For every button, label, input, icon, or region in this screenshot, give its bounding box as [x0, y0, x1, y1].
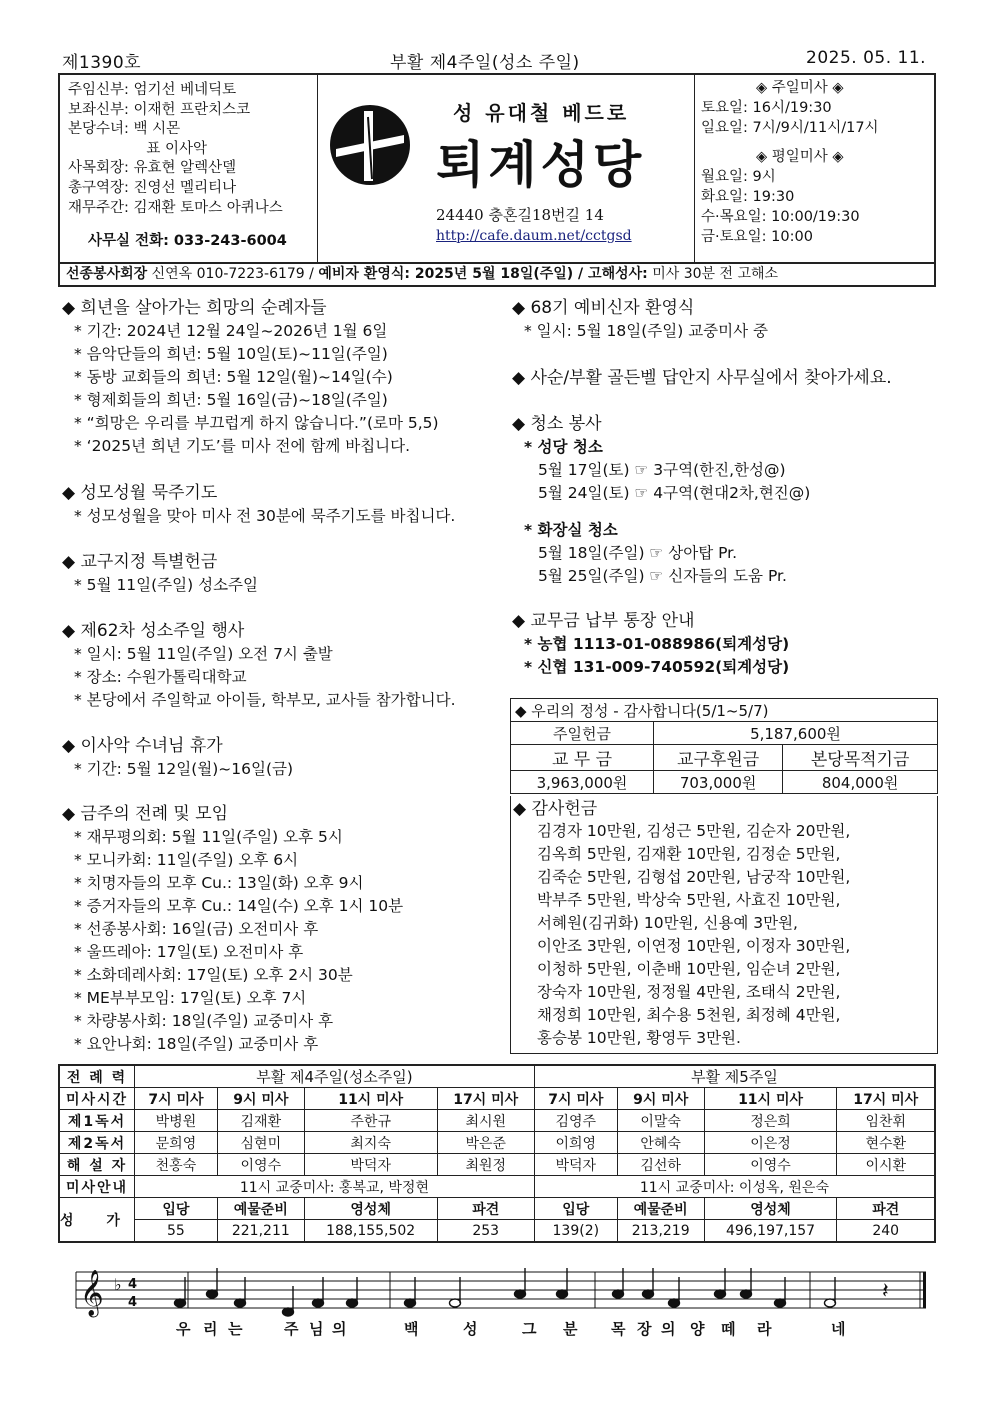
offering-value: 5,187,600원	[654, 722, 938, 745]
notice-item: * 성당 청소	[524, 438, 603, 456]
notice-item: * 성모성월을 맞아 미사 전 30분에 묵주기도를 바칩니다.	[74, 507, 456, 525]
music-note	[613, 1290, 624, 1298]
music-note	[643, 1290, 654, 1298]
staff-line: 본당수녀: 백 시몬	[68, 121, 181, 138]
staff-line: 재무주간: 김재환 토마스 아퀴나스	[68, 199, 283, 216]
table-row	[59, 1198, 935, 1220]
music-note	[715, 1290, 726, 1298]
church-name: 퇴계성당	[436, 136, 646, 194]
table-cell: 최원정	[437, 1154, 534, 1176]
notice-item: * ‘2025년 희년 기도’를 미사 전에 함께 바칩니다.	[74, 437, 411, 455]
lyric-syllable: 성	[463, 1320, 478, 1338]
lyric-syllable: 목	[611, 1320, 626, 1338]
notice-item: * ME부부모임: 17일(토) 오후 7시	[74, 989, 307, 1007]
notice-cleaning	[512, 413, 810, 588]
table-cell: 안혜숙	[617, 1132, 704, 1154]
week-title: 부활 제4주일(성소주일)	[135, 1065, 535, 1088]
offering-value: 703,000원	[654, 771, 783, 794]
notice-item: * 농협 1113-01-088986(퇴계성당)	[524, 635, 790, 653]
table-cell: 이희영	[534, 1132, 617, 1154]
table-row	[59, 1132, 935, 1154]
mass-line: 화요일: 19:30	[701, 188, 795, 205]
table-cell: 정은희	[704, 1110, 837, 1132]
page-title: 부활 제4주일(성소 주일)	[390, 53, 580, 73]
table-cell: 임찬휘	[837, 1110, 935, 1132]
notice-item: * 기간: 5월 12일(월)~16일(금)	[74, 760, 294, 778]
table-cell: 이시환	[837, 1154, 935, 1176]
mass-time: 9시 미사	[617, 1088, 704, 1110]
hymn-head: 예물준비	[217, 1198, 304, 1220]
table-cell: 김영주	[534, 1110, 617, 1132]
notice-item: * 일시: 5월 11일(주일) 오전 7시 출발	[74, 645, 333, 663]
thanks-title: ◆ 감사헌금	[513, 799, 598, 819]
notice-item: * 증거자들의 모후 Cu.: 14일(수) 오후 1시 10분	[74, 897, 404, 915]
lyrics-line	[0, 1318, 992, 1340]
notice-item: * 신협 131-009-740592(퇴계성당)	[524, 658, 790, 676]
notice-vocation-event	[62, 620, 456, 712]
mass-line: 토요일: 16시/19:30	[701, 99, 832, 116]
notice-title: ◆ 성모성월 묵주기도	[62, 483, 218, 503]
music-note	[450, 1299, 461, 1307]
table-cell: 천홍숙	[135, 1154, 218, 1176]
church-url[interactable]: http://cafe.daum.net/cctgsd	[436, 228, 632, 244]
treble-clef-icon: 𝄞	[80, 1270, 104, 1316]
notice-catechumen	[512, 297, 768, 343]
staff-line: 사목회장: 유효현 알렉산델	[68, 160, 237, 177]
staff-line: 표 이사악	[68, 140, 207, 157]
lyric-syllable: 주	[284, 1320, 299, 1338]
table-cell: 심현미	[217, 1132, 304, 1154]
offering-value: 804,000원	[783, 771, 938, 794]
notice-title: ◆ 교무금 납부 통장 안내	[512, 611, 695, 631]
table-cell: 김재환	[217, 1110, 304, 1132]
thanks-line: 박부주 5만원, 박상숙 5만원, 사효진 10만원,	[537, 891, 841, 909]
hymn-head: 파견	[837, 1198, 935, 1220]
table-cell: 박병원	[135, 1110, 218, 1132]
liturgy-schedule-table	[58, 1064, 936, 1243]
table-cell: 박덕자	[304, 1154, 437, 1176]
hymn-number: 240	[837, 1220, 935, 1243]
staff-line: 주임신부: 엄기선 베네딕토	[68, 82, 237, 98]
table-cell: 박은준	[437, 1132, 534, 1154]
notice-item: 5월 18일(주일) ☞ 상아탑 Pr.	[538, 544, 738, 562]
thanks-line: 김경자 10만원, 김성근 5만원, 김순자 20만원,	[537, 822, 851, 840]
notice-item: * 화장실 청소	[524, 521, 618, 539]
lyric-syllable: 님	[309, 1320, 324, 1338]
thanks-line: 김옥희 5만원, 김재환 10만원, 김정순 5만원,	[537, 845, 841, 863]
notice-item: * 장소: 수원가톨릭대학교	[74, 668, 247, 686]
mass-line: 일요일: 7시/9시/11시/17시	[701, 119, 879, 136]
notice-title: ◆ 금주의 전례 및 모임	[62, 804, 229, 824]
notice-title: ◆ 사순/부활 골든벨 답안지 사무실에서 찾아가세요.	[512, 368, 892, 388]
notice-item: * 선종봉사회: 16일(금) 오전미사 후	[74, 920, 319, 938]
music-note	[669, 1299, 680, 1307]
info-label: 예비자 환영식: 2025년 5월 18일(주일) / 고해성사:	[318, 266, 648, 282]
office-phone: 사무실 전화: 033-243-6004	[88, 233, 287, 250]
table-cell: 이말숙	[617, 1110, 704, 1132]
row-label: 미사시간	[59, 1088, 135, 1110]
notice-item: * 울뜨레아: 17일(토) 오전미사 후	[74, 943, 304, 961]
table-cell: 김선하	[617, 1154, 704, 1176]
notice-item: * 기간: 2024년 12월 24일~2026년 1월 6일	[74, 322, 388, 340]
notice-item: * 소화데레사회: 17일(토) 오후 2시 30분	[74, 966, 353, 984]
notice-item: * 본당에서 주일학교 아이들, 학부모, 교사들 참가합니다.	[74, 691, 456, 709]
issue-number: 제1390호	[62, 53, 142, 73]
hymn-number: 221,211	[217, 1220, 304, 1243]
hymn-number: 139(2)	[534, 1220, 617, 1243]
row-label: 미사안내	[59, 1176, 135, 1198]
staff-line: 총구역장: 진영선 멜리티나	[68, 179, 237, 196]
notice-item: * 음악단들의 희년: 5월 10일(토)~11일(주일)	[74, 345, 388, 363]
hymn-number: 55	[135, 1220, 218, 1243]
thanks-line: 장숙자 10만원, 정정월 4만원, 조태식 2만원,	[537, 983, 841, 1001]
notice-item: * 요안나회: 18일(주일) 교중미사 후	[74, 1035, 319, 1053]
notice-title: ◆ 이사악 수녀님 휴가	[62, 736, 223, 756]
mass-time: 11시 미사	[704, 1088, 837, 1110]
header-box	[58, 73, 936, 264]
lyric-syllable: 라	[757, 1320, 772, 1338]
music-staff	[70, 1262, 932, 1318]
lyric-syllable: 떼	[721, 1320, 736, 1338]
row-label: 제1독서	[59, 1110, 135, 1132]
music-note	[825, 1299, 836, 1307]
mass-time: 9시 미사	[217, 1088, 304, 1110]
notice-item: 5월 25일(주일) ☞ 신자들의 도움 Pr.	[538, 567, 787, 585]
music-note	[515, 1290, 526, 1298]
lyric-syllable: 우	[176, 1320, 191, 1338]
notice-item: * 형제회들의 희년: 5월 16일(금)~18일(주일)	[74, 391, 388, 409]
hymn-head: 영성체	[304, 1198, 437, 1220]
notice-title: ◆ 청소 봉사	[512, 414, 602, 434]
row-label: 해 설 자	[59, 1154, 135, 1176]
mass-line: 금·토요일: 10:00	[701, 228, 813, 245]
notice-item: * 동방 교회들의 희년: 5월 12일(월)~14일(수)	[74, 368, 393, 386]
table-cell: 최지숙	[304, 1132, 437, 1154]
music-note	[347, 1299, 358, 1307]
church-address: 24440 충혼길18번길 14	[436, 206, 604, 224]
hymn-head: 입당	[135, 1198, 218, 1220]
lyric-syllable: 의	[332, 1320, 347, 1338]
table-cell: 이은정	[704, 1132, 837, 1154]
lyric-syllable: 그	[522, 1320, 537, 1338]
music-note	[775, 1299, 786, 1307]
table-cell: 최시원	[437, 1110, 534, 1132]
hymn-head: 예물준비	[617, 1198, 704, 1220]
offering-title: ◆ 우리의 정성 - 감사합니다(5/1~5/7)	[511, 699, 938, 722]
row-label: 전 례 력	[59, 1065, 135, 1088]
notice-item: 5월 17일(토) ☞ 3구역(한진,한성@)	[538, 461, 786, 479]
row-label: 성 가	[59, 1198, 135, 1243]
notice-jubilee	[62, 297, 439, 458]
notice-title: ◆ 희년을 살아가는 희망의 순례자들	[62, 298, 327, 318]
staff-list	[60, 75, 318, 262]
music-note	[207, 1290, 218, 1298]
thanks-offering-box	[510, 796, 938, 1054]
week-title: 부활 제5주일	[534, 1065, 935, 1088]
lyric-syllable: 리	[203, 1320, 218, 1338]
table-row	[59, 1220, 935, 1243]
hymn-number: 188,155,502	[304, 1220, 437, 1243]
music-note	[405, 1299, 416, 1307]
thanks-line: 이청하 5만원, 이춘배 10만원, 임순녀 2만원,	[537, 960, 841, 978]
music-note	[313, 1299, 324, 1307]
mass-time: 11시 미사	[304, 1088, 437, 1110]
mass-time: 7시 미사	[534, 1088, 617, 1110]
info-value: 미사 30분 전 고해소	[647, 266, 779, 282]
lyric-syllable: 의	[661, 1320, 676, 1338]
offering-label: 교구후원금	[654, 745, 783, 771]
notice-item: * 일시: 5월 18일(주일) 교중미사 중	[524, 322, 768, 340]
thanks-line: 서혜원(김귀화) 10만원, 신용예 3만원,	[537, 914, 798, 932]
lyric-syllable: 는	[228, 1320, 243, 1338]
mass-times	[694, 75, 934, 262]
mass-guide: 11시 교중미사: 홍복교, 박정현	[135, 1176, 535, 1198]
mass-time: 7시 미사	[135, 1088, 218, 1110]
notice-special-offering	[62, 551, 258, 597]
thanks-line: 이안조 3만원, 이연정 10만원, 이정자 30만원,	[537, 937, 851, 955]
music-note	[557, 1290, 568, 1298]
thanks-line: 김죽순 5만원, 김형섭 20만원, 남궁작 10만원,	[537, 868, 851, 886]
thanks-line: 채정희 10만원, 최수용 5천원, 최정혜 4만원,	[537, 1006, 841, 1024]
offering-table	[510, 698, 938, 794]
notice-item: * “희망은 우리를 부끄럽게 하지 않습니다.”(로마 5,5)	[74, 414, 439, 432]
music-note	[741, 1290, 752, 1298]
offering-label: 주일헌금	[511, 722, 654, 745]
sunday-mass-title: ◈ 주일미사 ◈	[756, 80, 844, 96]
table-row	[59, 1176, 935, 1198]
cross-logo-icon	[328, 103, 412, 187]
info-value: 신연옥 010-7223-6179 /	[147, 266, 319, 282]
table-row	[59, 1154, 935, 1176]
offering-value: 3,963,000원	[511, 771, 654, 794]
notice-rosary	[62, 482, 455, 528]
lyric-syllable: 분	[563, 1320, 578, 1338]
notice-sister-vacation	[62, 735, 293, 781]
table-cell: 이영수	[217, 1154, 304, 1176]
hymn-number: 253	[437, 1220, 534, 1243]
lyric-syllable: 네	[831, 1320, 846, 1338]
notice-bank-account	[512, 610, 789, 679]
notice-item: 5월 24일(토) ☞ 4구역(현대2차,현진@)	[538, 484, 811, 502]
mass-time: 17시 미사	[837, 1088, 935, 1110]
time-signature: 4	[128, 1277, 138, 1292]
mass-guide: 11시 교중미사: 이성옥, 원은숙	[534, 1176, 935, 1198]
notice-item: * 차량봉사회: 18일(주일) 교중미사 후	[74, 1012, 334, 1030]
notice-title: ◆ 68기 예비신자 환영식	[512, 298, 695, 318]
church-title-block	[318, 75, 695, 262]
time-signature: 4	[128, 1295, 138, 1310]
lyric-syllable: 백	[404, 1320, 419, 1338]
row-label: 제2독서	[59, 1132, 135, 1154]
thanks-list	[511, 820, 937, 1050]
table-cell: 현수환	[837, 1132, 935, 1154]
staff-line: 보좌신부: 이재헌 프란치스코	[68, 101, 251, 118]
church-patron: 성 유대철 베드로	[453, 101, 630, 125]
mass-time: 17시 미사	[437, 1088, 534, 1110]
music-note	[283, 1308, 294, 1316]
rest-icon: 𝄽	[882, 1279, 889, 1304]
offering-label: 본당목적기금	[783, 745, 938, 771]
notice-title: ◆ 제62차 성소주일 행사	[62, 621, 245, 641]
notice-weekly-meetings	[62, 803, 403, 1056]
offering-label: 교 무 금	[511, 745, 654, 771]
table-cell: 이영수	[704, 1154, 837, 1176]
info-label: 선종봉사회장	[66, 266, 148, 282]
notice-item: * 재무평의회: 5월 11일(주일) 오후 5시	[74, 828, 343, 846]
hymn-head: 영성체	[704, 1198, 837, 1220]
table-row	[59, 1110, 935, 1132]
table-cell: 문희영	[135, 1132, 218, 1154]
notice-item: * 모니카회: 11일(주일) 오후 6시	[74, 851, 299, 869]
notice-item: * 5월 11일(주일) 성소주일	[74, 576, 258, 594]
weekday-mass-title: ◈ 평일미사 ◈	[756, 149, 844, 166]
notice-item: * 치명자들의 모후 Cu.: 13일(화) 오후 9시	[74, 874, 364, 892]
hymn-head: 입당	[534, 1198, 617, 1220]
hymn-number: 496,197,157	[704, 1220, 837, 1243]
notice-title: ◆ 교구지정 특별헌금	[62, 552, 218, 572]
music-note	[175, 1299, 186, 1307]
music-note	[235, 1299, 246, 1307]
notice-golden-bell	[512, 367, 892, 390]
table-cell: 주한규	[304, 1110, 437, 1132]
mass-line: 월요일: 9시	[701, 169, 776, 186]
lyric-syllable: 장	[637, 1320, 652, 1338]
mass-line: 수·목요일: 10:00/19:30	[701, 208, 860, 225]
issue-date: 2025. 05. 11.	[806, 48, 927, 68]
info-line	[58, 264, 936, 287]
flat-icon: ♭	[114, 1275, 122, 1294]
thanks-line: 홍승봉 10만원, 황영두 3만원.	[537, 1029, 741, 1047]
lyric-syllable: 양	[690, 1320, 705, 1338]
hymn-number: 213,219	[617, 1220, 704, 1243]
table-cell: 박덕자	[534, 1154, 617, 1176]
hymn-head: 파견	[437, 1198, 534, 1220]
